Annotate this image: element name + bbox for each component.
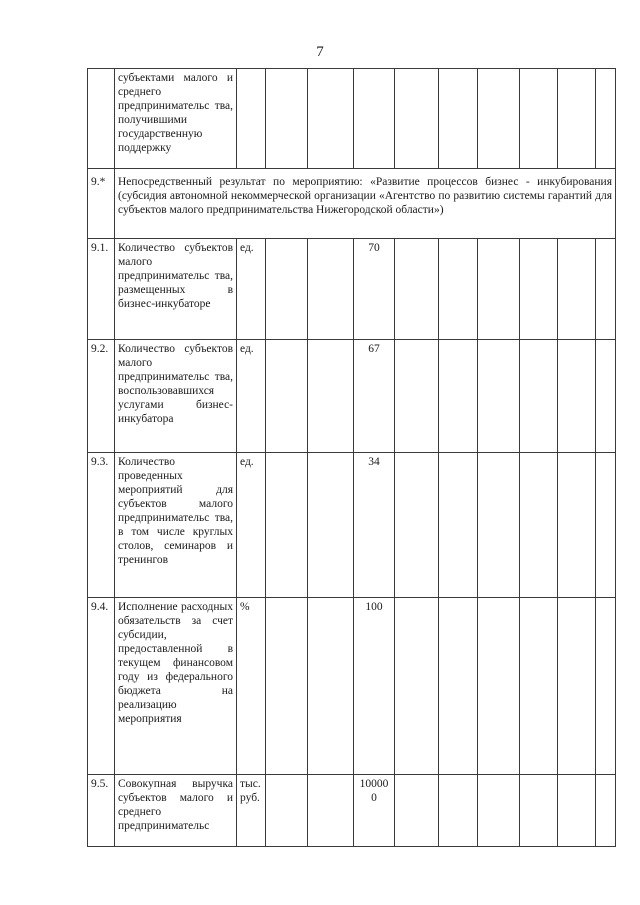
row-name: Количество субъектов малого предпринимательс тва, размещенных в бизнес-инкубаторе	[115, 239, 237, 340]
data-cell	[520, 69, 558, 169]
data-cell	[558, 239, 596, 340]
data-cell	[439, 239, 478, 340]
row-number: 9.2.	[88, 340, 115, 453]
data-cell	[596, 453, 616, 598]
data-cell	[308, 453, 354, 598]
data-cell	[558, 453, 596, 598]
data-cell	[596, 598, 616, 775]
table-row	[88, 598, 616, 775]
row-unit: ед.	[237, 340, 266, 453]
data-cell	[266, 239, 308, 340]
data-cell	[558, 340, 596, 453]
data-cell	[395, 775, 439, 847]
data-cell	[596, 239, 616, 340]
table-row	[88, 340, 616, 453]
data-cell	[478, 775, 520, 847]
row-unit: тыс. руб.	[237, 775, 266, 847]
indicators-table	[87, 68, 616, 847]
table-row	[88, 453, 616, 598]
section-row	[88, 169, 616, 239]
unit-cell	[237, 69, 266, 169]
data-cell	[520, 340, 558, 453]
data-cell	[308, 775, 354, 847]
data-cell	[395, 340, 439, 453]
row-name: Совокупная выручка субъектов малого и среднего предпринимательс	[115, 775, 237, 847]
data-cell	[478, 340, 520, 453]
data-cell	[439, 453, 478, 598]
data-cell	[520, 239, 558, 340]
section-number: 9.*	[88, 169, 115, 239]
page-number: 7	[316, 44, 324, 60]
row-name: Количество проведенных мероприятий для субъектов малого предпринимательс тва, в том числе круглых столов, семинаров и тренингов	[115, 453, 237, 598]
data-cell	[308, 69, 354, 169]
row-name: Количество субъектов малого предпринимательс тва, воспользовавшихся услугами бизнес-инкубатора	[115, 340, 237, 453]
data-cell	[439, 340, 478, 453]
data-cell	[395, 453, 439, 598]
data-cell	[558, 598, 596, 775]
row-number: 9.5.	[88, 775, 115, 847]
row-name: Исполнение расходных обязательств за счет субсидии, предоставленной в текущем финансовом году из федерального бюджета на реализацию мероприятия	[115, 598, 237, 775]
data-cell	[478, 239, 520, 340]
data-cell	[520, 453, 558, 598]
data-cell	[266, 775, 308, 847]
data-cell	[596, 69, 616, 169]
data-cell	[596, 340, 616, 453]
continuation-row	[88, 69, 616, 169]
data-cell	[596, 775, 616, 847]
data-cell	[439, 598, 478, 775]
row-value: 34	[354, 453, 395, 598]
data-cell	[266, 453, 308, 598]
row-value: 67	[354, 340, 395, 453]
data-cell	[478, 598, 520, 775]
data-cell	[439, 69, 478, 169]
data-cell	[520, 598, 558, 775]
data-cell	[308, 598, 354, 775]
row-number: 9.3.	[88, 453, 115, 598]
data-cell	[395, 598, 439, 775]
data-cell	[266, 69, 308, 169]
data-cell	[266, 340, 308, 453]
row-value: 100	[354, 598, 395, 775]
row-value: 100000	[354, 775, 395, 847]
table-row	[88, 775, 616, 847]
data-cell	[520, 775, 558, 847]
data-cell	[395, 239, 439, 340]
data-cell	[439, 775, 478, 847]
data-cell	[478, 453, 520, 598]
data-cell	[478, 69, 520, 169]
num-cell	[88, 69, 115, 169]
data-cell	[395, 69, 439, 169]
row-value: 70	[354, 239, 395, 340]
row-number: 9.1.	[88, 239, 115, 340]
row-unit: ед.	[237, 239, 266, 340]
data-cell	[308, 340, 354, 453]
row-unit: ед.	[237, 453, 266, 598]
row-number: 9.4.	[88, 598, 115, 775]
data-cell	[308, 239, 354, 340]
value-cell	[354, 69, 395, 169]
table-row	[88, 239, 616, 340]
section-title: Непосредственный результат по мероприятию: «Развитие процессов бизнес - инкубирования (субсидия автономной некоммерческой организации «Агентство по развитию системы гарантий для субъектов малого предпринимательства Нижегородской области»)	[115, 169, 616, 239]
data-cell	[266, 598, 308, 775]
data-cell	[558, 775, 596, 847]
data-cell	[558, 69, 596, 169]
row-unit: %	[237, 598, 266, 775]
name-cell: субъектами малого и среднего предпринимательс тва, получившими государственную поддержку	[115, 69, 237, 169]
